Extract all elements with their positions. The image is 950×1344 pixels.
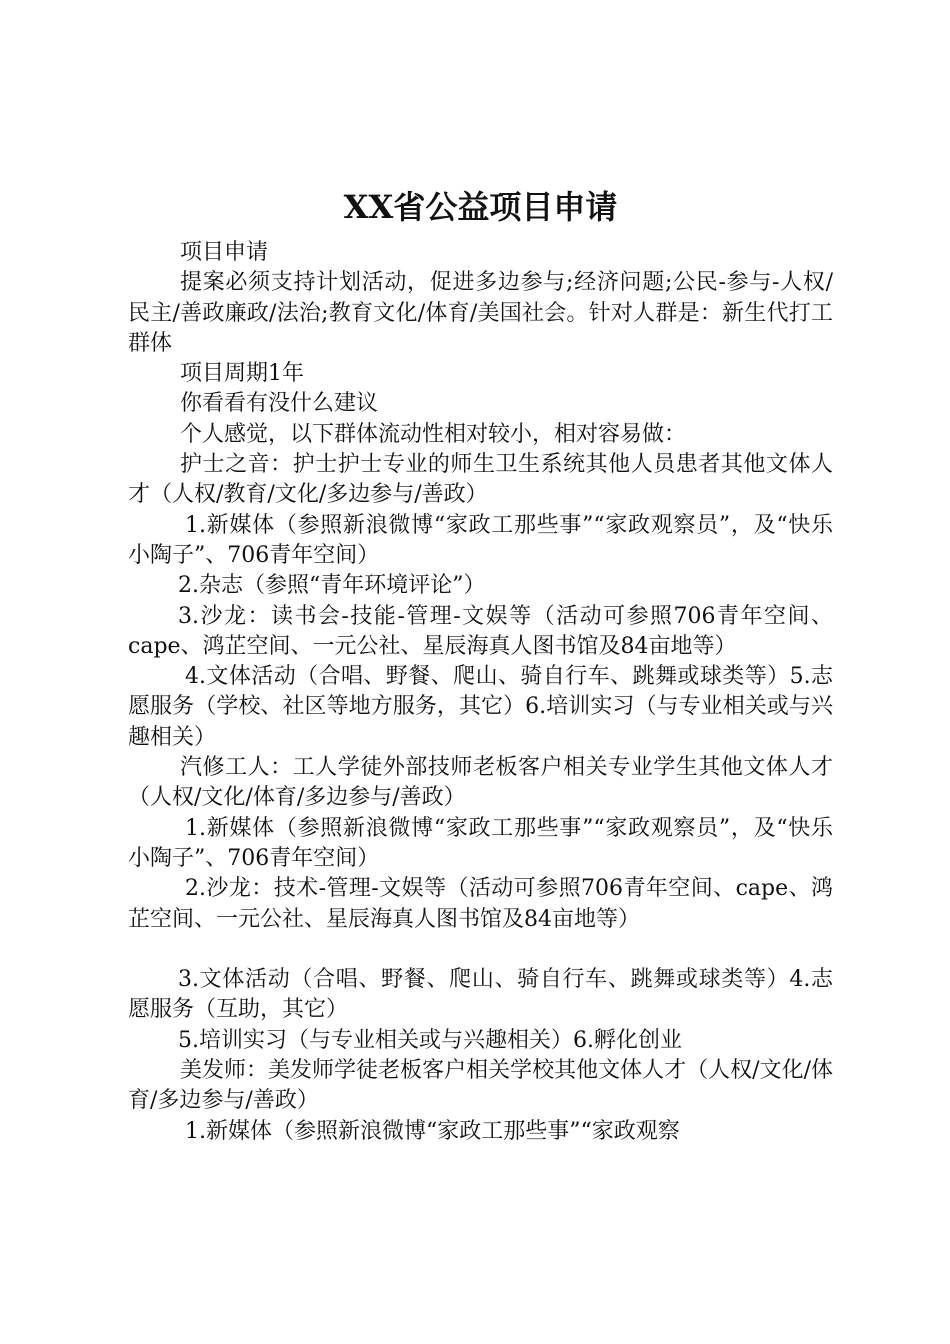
document-body bbox=[128, 238, 833, 1147]
list-item: 5.培训实习（与专业相关或与兴趣相关）6.孵化创业 bbox=[178, 1027, 682, 1053]
list-item: 3.沙龙：读书会-技能-管理-文娱等（活动可参照706青年空间、cape、鸿芷空间、一元公社、星辰海真人图书馆及84亩地等） bbox=[128, 603, 833, 659]
paragraph: 美发师：美发师学徒老板客户相关学校其他文体人才（人权/文化/体育/多边参与/善政） bbox=[128, 1058, 833, 1114]
paragraph: 你看看有没什么建议 bbox=[180, 391, 379, 417]
document-title: XX省公益项目申请 bbox=[343, 188, 618, 226]
paragraph: 项目申请 bbox=[180, 240, 269, 265]
paragraph: 个人感觉，以下群体流动性相对较小，相对容易做： bbox=[180, 421, 687, 447]
list-item: 1.新媒体（参照新浪微博“家政工那些事”“家政观察员”，及“快乐小陶子”、706青年空间） bbox=[128, 815, 833, 871]
list-item: 2.沙龙：技术-管理-文娱等（活动可参照706青年空间、cape、鸿芷空间、一元公社、星辰海真人图书馆及84亩地等） bbox=[128, 876, 833, 932]
paragraph: 提案必须支持计划活动，促进多边参与;经济问题;公民-参与-人权/民主/善政廉政/法治;教育文化/体育/美国社会。针对人群是：新生代打工群体 bbox=[128, 270, 833, 356]
list-item: 4.文体活动（合唱、野餐、爬山、骑自行车、跳舞或球类等）5.志愿服务（学校、社区等地方服务，其它）6.培训实习（与专业相关或与兴趣相关） bbox=[128, 664, 833, 750]
blank-line bbox=[128, 935, 833, 965]
list-item: 2.杂志（参照“青年环境评论”） bbox=[178, 573, 486, 599]
document-page bbox=[128, 0, 833, 1344]
list-item: 1.新媒体（参照新浪微博“家政工那些事”“家政观察员”，及“快乐小陶子”、706青年空间） bbox=[128, 512, 833, 568]
paragraph: 汽修工人：工人学徒外部技师老板客户相关专业学生其他文体人才（人权/文化/体育/多边参与/善政） bbox=[128, 755, 833, 811]
paragraph: 护士之音：护士护士专业的师生卫生系统其他人员患者其他文体人才（人权/教育/文化/多边参与/善政） bbox=[128, 452, 833, 508]
paragraph: 项目周期1年 bbox=[180, 361, 304, 387]
list-item: 1.新媒体（参照新浪微博“家政工那些事”“家政观察 bbox=[185, 1118, 680, 1144]
list-item: 3.文体活动（合唱、野餐、爬山、骑自行车、跳舞或球类等）4.志愿服务（互助，其它） bbox=[128, 967, 833, 1023]
